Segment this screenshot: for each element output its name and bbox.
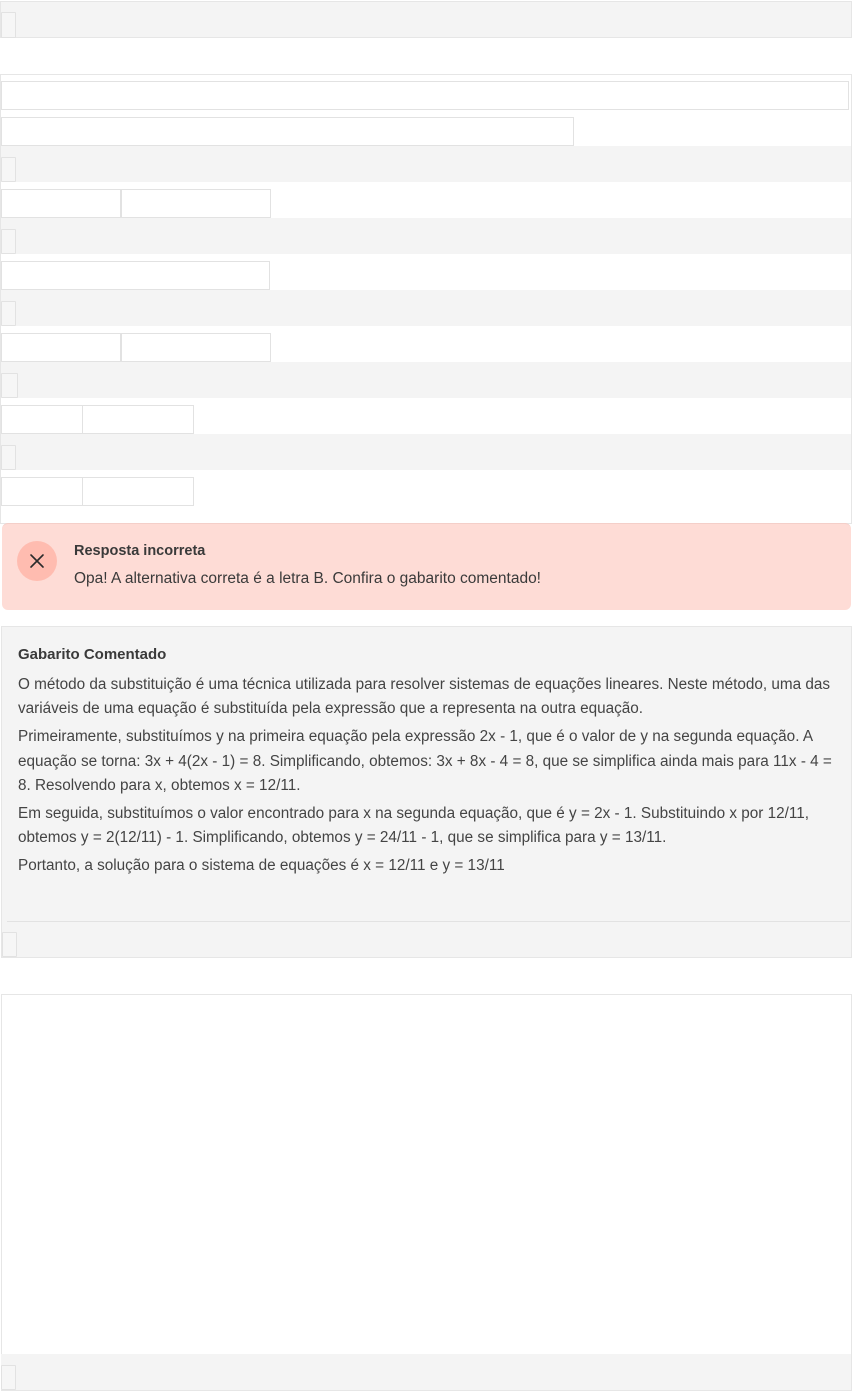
question-text-placeholder [1,81,849,110]
alternative-marker[interactable] [1,157,16,182]
alternative-option-value[interactable] [121,189,271,218]
close-icon [17,541,57,581]
commented-answer-paragraph: Em seguida, substituímos o valor encontrado para x na segunda equação, que é y = 2x - 1. Substituindo x por 12/11, obtemos y = 2(12/11) - 1. Simplificando, obtemos y = 24/11 - 1, que se simplifica para y = 13/11. [18,805,809,847]
alternative-header [1,434,851,470]
toolbar-placeholder-button[interactable] [1,12,16,38]
alternative-marker[interactable] [1,229,16,254]
top-toolbar [0,1,852,38]
alternative-option-value[interactable] [121,333,271,362]
alternative-option[interactable] [1,405,83,434]
answer-feedback-alert [2,523,851,610]
commented-answer-paragraph: Portanto, a solução para o sistema de equações é x = 12/11 e y = 13/11 [18,857,505,875]
alternative-option[interactable] [1,477,83,506]
alternative-marker[interactable] [1,301,16,326]
commented-answer-title: Gabarito Comentado [18,646,167,663]
bottom-placeholder-button[interactable] [1,1365,16,1390]
question-subtext-placeholder [1,117,574,146]
commented-answer-paragraph: O método da substituição é uma técnica utilizada para resolver sistemas de equações lineares. Neste método, uma das variáveis de uma equação é substituída pela expressão que a representa na outra equação. [18,676,831,718]
commented-answer-panel [1,626,852,958]
alternative-option-value[interactable] [82,477,194,506]
alternative-header [1,146,851,182]
alternative-marker[interactable] [1,445,16,470]
panel-footer-placeholder[interactable] [2,932,17,957]
feedback-message: Opa! A alternativa correta é a letra B. Confira o gabarito comentado! [74,570,541,587]
alternative-header [1,290,851,326]
alternative-header [1,362,851,398]
alternative-header [1,218,851,254]
alternative-option[interactable] [1,261,270,290]
commented-answer-body [18,673,840,883]
alternative-option-value[interactable] [82,405,194,434]
alternative-marker[interactable] [1,373,18,398]
feedback-title: Resposta incorreta [74,543,206,559]
commented-answer-paragraph: Primeiramente, substituímos y na primeira equação pela expressão 2x - 1, que é o valor de y na segunda equação. A equação se torna: 3x + 4(2x - 1) = 8. Simplificando, obtemos: 3x + 8x - 4 = 8, que se simplifica ainda mais para 11x - 4 = 8. Resolvendo para x, obtemos x = 12/11. [18,728,832,794]
alternative-option[interactable] [1,333,121,362]
alternative-option[interactable] [1,189,121,218]
bottom-footer [1,1354,851,1390]
empty-content-panel [1,994,852,1391]
divider [7,921,850,922]
